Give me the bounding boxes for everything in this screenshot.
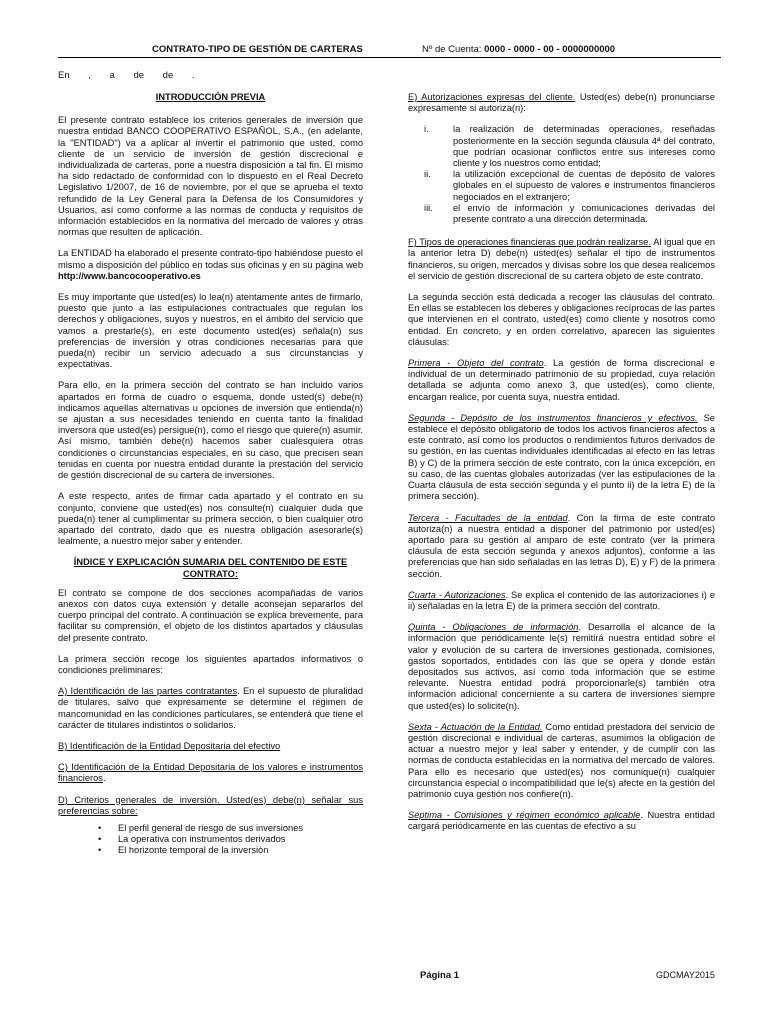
bullet-icon: • xyxy=(98,845,102,856)
section-a xyxy=(58,686,363,731)
clause-7 xyxy=(408,810,715,832)
list-item-text: el envío de información y comunicaciones derivadas del presente contrato a una dirección determinada. xyxy=(453,202,715,225)
list-number: i. xyxy=(424,124,429,135)
section-d-title: D) Criterios generales de inversión. Usted(es) debe(n) señalar sus preferencias sobre: xyxy=(58,794,363,816)
list-item-text: La operativa con instrumentos derivados xyxy=(118,834,286,845)
website-link[interactable]: http://www.bancocooperativo.es xyxy=(58,270,201,281)
clause-4-text: . Se explica el contenido de las autorizaciones i) e ii) señaladas en la letra E) de la primera sección del contrato. xyxy=(408,589,715,611)
clause-1-text: . La gestión de forma discrecional e individual de un determinado patrimonio de su propiedad, cuya relación detallada se adjunta como anexo 3, que usted(es), como cliente, encargan realice, por cuenta suya, nuestra entidad. xyxy=(408,358,715,402)
document-title: CONTRATO-TIPO DE GESTIÓN DE CARTERAS xyxy=(152,44,363,55)
section-f-text: Al igual que en la anterior letra D) debe(n) usted(es) señalar el tipo de instrumentos financieros, su origen, mercados y divisas sobre los que desea realicemos el servicio de gestión discrecional de su cartera objeto de este contrato. xyxy=(408,237,715,281)
clause-5-title: Quinta - Obligaciones de información xyxy=(408,622,579,633)
list-item xyxy=(408,203,715,225)
intro-paragraph-3: Es muy importante que usted(es) lo lea(n) atentamente antes de firmarlo, puesto que junto a las estipulaciones contractuales que regulan los derechos y obligaciones, suyos y nuestros, en el ámbito del servicio que vamos a prestarle(s), en este documento usted(es) señala(n) sus preferencias de inversión y otras condiciones necesarias para que pueda(n) recibir un servicio adecuado a sus circunstancias y expectativas. xyxy=(58,292,363,370)
intro-paragraph-5: A este respecto, antes de firmar cada apartado y el contrato en su conjunto, conviene que usted(es) nos consulte(n) cualquier duda que pueda(n) tener al cumplimentar su primera sección, o bien cualquier otro apartado del contrato, dado que es nuestra obligación asesorarle(s) lealmente, a nuestro mejor saber y entender. xyxy=(58,491,363,547)
preferences-list xyxy=(58,823,363,857)
clause-7-text: . Nuestra entidad cargará periódicamente en las cuentas de efectivo a su xyxy=(408,810,715,832)
section-c-end: . xyxy=(102,773,106,784)
intro-paragraph-1: El presente contrato establece los criterios generales de inversión que nuestra entidad BANCO COOPERATIVO ESPAÑOL, S.A., (en adelante, la "ENTIDAD") va a aplicar al invertir el patrimonio que usted, como cliente de un servicio de inversión de gestión discrecional e individualizada de carteras, pone a nuestra disposición a tal fin. El mismo ha sido redactado de conformidad con lo dispuesto en el Real Decreto Legislativo 1/2007, de 16 de noviembre, por el que se aprueba el texto refundido de la Ley General para la Defensa de los Consumidores y Usuarios, así como conforme a las normas de conducta y requisitos de información establecidos en la normativa del mercado de valores y otras normas que resulten de aplicación. xyxy=(58,115,363,238)
clause-6 xyxy=(408,722,715,800)
authorizations-list xyxy=(408,124,715,225)
intro-paragraph-4: Para ello, en la primera sección del contrato se han incluido varios apartados en forma de cuadro o esquema, donde usted(s) debe(n) indicamos aquellas alternativas u opciones de inversión que entienda(n) se ajustan a sus necesidades teniendo en cuenta tanto la finalidad inversora que usted(es) persigue(n), como el riesgo que quiere(n) asumir. Así mismo, también debe(n) hacemos saber cualesquiera otras condiciones o circunstancias especiales, en su caso, que precisen sean tenidas en cuenta por nuestra entidad durante la prestación del servicio de gestión discrecional de su cartera de inversiones. xyxy=(58,380,363,481)
account-label: Nº de Cuenta: xyxy=(422,44,485,55)
clause-2-text: Se establece el depósito obligatorio de todos los activos financieros afectos a este contrato, así como los productos o rendimientos futuros derivados de su gestión, en las cuentas individuales identificadas al efecto en las letras B) y C) de la primera sección de este contrato, con la única excepción, en su caso, de las cuentas globales autorizadas (ver las estipulaciones de la Cuarta cláusula de esta sección segunda y el punto ii) de la letra E) de la primera sección). xyxy=(408,412,715,502)
clause-5-text: . Desarrolla el alcance de la información que periódicamente le(s) remitirá nuestra entidad sobre el valor y evolución de su cartera de inversiones gestionada, comisiones, gastos soportados, entidades con las que se opera y donde están depositados sus activos, así como toda información que se estime relevante. Nuestra entidad podrá proporcionarle(s) también otra información adicional concerniente a su cartera de inversiones siempre que usted(es) lo solicite(n). xyxy=(408,622,715,711)
section-f-title: F) Tipos de operaciones financieras que podrán realizarse. xyxy=(408,237,652,248)
intro-paragraph-2 xyxy=(58,248,363,282)
clause-6-text: Como entidad prestadora del servicio de gestión discrecional e individual de carteras, asumimos la obligación de actuar a nuestro mejor y leal saber y entender, y de cumplir con las normas de conducta establecidas en la normativa del mercado de valores. Para ello es necesario que usted(es) nos comunique(n) cualquier circunstancia especial o incompatibilidad que le(s) afecte en la gestión del patrimonio cuya gestión nos confiere(n). xyxy=(408,721,715,799)
account-number xyxy=(422,44,615,55)
clause-6-title: Sexta - Actuación de la Entidad. xyxy=(408,721,543,732)
section-a-title: A) Identificación de las partes contratantes xyxy=(58,686,238,697)
left-column xyxy=(58,92,363,857)
intro-paragraph-2-text: La ENTIDAD ha elaborado el presente contrato-tipo habiéndose puesto el mismo a disposición del público en todas sus oficinas y en su página web xyxy=(58,248,363,270)
intro-title: INTRODUCCIÓN PREVIA xyxy=(155,92,266,102)
index-paragraph-1: El contrato se compone de dos secciones acompañadas de varios anexos con datos cuya extensión y detalle aconsejan separarlos del cuerpo principal del contrato. A continuación se explica brevemente, para facilitar su comprensión, el objeto de los distintos apartados y cláusulas del presente contrato. xyxy=(58,587,363,643)
clause-2 xyxy=(408,413,715,503)
section-e xyxy=(408,92,715,114)
list-item xyxy=(58,845,363,856)
section-b xyxy=(58,741,363,752)
clause-7-title: Séptima - Comisiones y régimen económico aplicable xyxy=(408,810,641,821)
clause-5 xyxy=(408,622,715,712)
clause-1-title: Primera - Objeto del contrato xyxy=(408,358,544,369)
place-date-line: En , a de de . xyxy=(58,70,195,81)
list-item-text: la realización de determinadas operaciones, reseñadas posteriormente en la sección segunda cláusula 4ª del contrato, que podrían ocasionar conflictos entre sus intereses como cliente y los nuestros como entidad; xyxy=(453,124,715,169)
list-item xyxy=(408,169,715,203)
bullet-icon: • xyxy=(98,822,102,833)
list-number: iii. xyxy=(424,202,433,213)
clause-3-title: Tercera - Facultades de la entidad xyxy=(408,512,568,523)
bullet-icon: • xyxy=(98,834,102,845)
index-paragraph-2: La primera sección recoge los siguientes apartados informativos o condiciones preliminares: xyxy=(58,653,363,675)
clause-4 xyxy=(408,590,715,612)
section-e-title: E) Autorizaciones expresas del cliente. xyxy=(408,92,576,102)
list-item-text: El perfil general de riesgo de sus inversiones xyxy=(118,822,304,833)
list-item xyxy=(58,823,363,834)
section-f xyxy=(408,237,715,282)
index-title: ÍNDICE Y EXPLICACIÓN SUMARIA DEL CONTENIDO DE ESTE CONTRATO: xyxy=(73,557,348,579)
header-divider xyxy=(58,57,721,58)
list-number: ii. xyxy=(424,169,431,180)
document-code: GDCMAY2015 xyxy=(656,970,715,980)
section-b-title: B) Identificación de la Entidad Depositaria del efectivo xyxy=(58,740,281,751)
section-d xyxy=(58,795,363,817)
clause-1 xyxy=(408,358,715,403)
list-item-text: El horizonte temporal de la inversión xyxy=(118,845,269,856)
section-a-text: . En el supuesto de pluralidad de titulares, salvo que expresamente se determine el régimen de mancomunidad en las condiciones particulares, se entenderá que tiene el carácter de titulares indistintos o solidarios. xyxy=(58,686,363,730)
clause-3-text: . Con la firma de este contrato autoriza(n) a nuestra entidad a disponer del patrimonio por usted(es) aportado para su gestión al amparo de este contrato (ver la primera cláusula de esta sección segunda y anexos adjuntos), conforme a las preferencias que han sido señaladas en las letras D), E) y F) de la primera sección. xyxy=(408,512,715,579)
clause-4-title: Cuarta - Autorizaciones xyxy=(408,589,506,600)
second-section-intro: La segunda sección está dedicada a recoger las cláusulas del contrato. En ellas se establecen los deberes y obligaciones recíprocas de las partes que intervienen en el contrato, usted(es) como cliente y nosotros como entidad. En concreto, y en orden correlativo, aparecen las siguientes cláusulas: xyxy=(408,292,715,347)
page-number: Página 1 xyxy=(420,970,460,981)
clause-2-title: Segunda - Depósito de los instrumentos financieros y efectivos. xyxy=(408,412,698,423)
clause-3 xyxy=(408,513,715,580)
list-item xyxy=(408,124,715,169)
section-c xyxy=(58,762,363,784)
right-column xyxy=(408,92,715,843)
section-e-text: Usted(es) debe(n) pronunciarse expresamente si autoriza(n): xyxy=(408,92,716,114)
list-item-text: la utilización excepcional de cuentas de depósito de valores globales en el supuesto de valores e instrumentos financieros negociados en el extranjero; xyxy=(453,169,715,202)
section-c-title: C) Identificación de la Entidad Depositaria de los valores e instrumentos financieros xyxy=(58,762,363,784)
account-value: 0000 - 0000 - 00 - 0000000000 xyxy=(484,44,616,55)
list-item xyxy=(58,834,363,845)
